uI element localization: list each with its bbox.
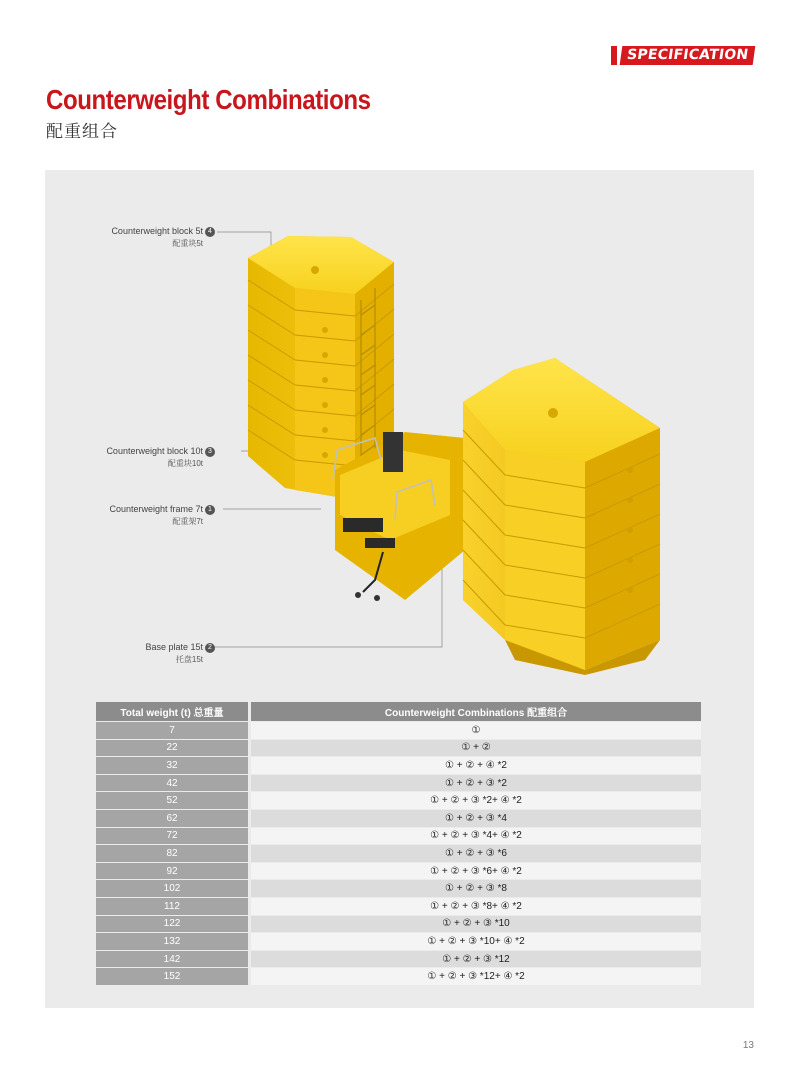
weight-cell: 22 — [96, 739, 248, 757]
table-row — [96, 791, 701, 809]
table-row — [96, 897, 701, 915]
weight-cell: 7 — [96, 721, 248, 739]
weight-cell: 102 — [96, 879, 248, 897]
tag-bar — [611, 46, 617, 65]
table-row — [96, 774, 701, 792]
number-badge: 1 — [205, 505, 215, 515]
combination-cell: ① + ② + ③ *10 — [251, 915, 701, 933]
header-combination: Counterweight Combinations 配重组合 — [251, 702, 701, 721]
combination-cell: ① + ② + ③ *6 — [251, 844, 701, 862]
callout-base-plate-15t — [85, 642, 215, 665]
section-tag-label: SPECIFICATION — [619, 46, 755, 65]
number-badge: 4 — [205, 227, 215, 237]
callout-label: Counterweight block 5t — [111, 226, 203, 236]
header-total-weight: Total weight (t) 总重量 — [96, 702, 248, 721]
weight-cell: 122 — [96, 915, 248, 933]
callout-block-10t — [85, 446, 215, 469]
table-row — [96, 827, 701, 845]
callout-label-cn: 配重块10t — [167, 459, 203, 468]
weight-cell: 62 — [96, 809, 248, 827]
combination-cell: ① + ② + ③ *6+ ④ *2 — [251, 862, 701, 880]
weight-cell: 112 — [96, 897, 248, 915]
page-number: 13 — [742, 1040, 754, 1051]
combination-cell: ① + ② + ③ *12 — [251, 950, 701, 968]
combination-cell: ① + ② + ③ *2 — [251, 774, 701, 792]
combination-cell: ① + ② + ③ *12+ ④ *2 — [251, 967, 701, 985]
table-row — [96, 915, 701, 933]
figure-panel — [45, 170, 754, 1008]
callout-label-cn: 托盘15t — [175, 655, 203, 664]
callout-label: Counterweight block 10t — [106, 446, 203, 456]
callout-block-5t — [85, 226, 215, 249]
right-tower — [463, 358, 660, 675]
number-badge: 3 — [205, 447, 215, 457]
callout-label: Base plate 15t — [145, 642, 203, 652]
table-row — [96, 950, 701, 968]
callout-label-cn: 配重架7t — [172, 517, 203, 526]
table-row — [96, 809, 701, 827]
combinations-table — [96, 702, 701, 985]
section-tag — [611, 46, 754, 65]
callout-label-cn: 配重块5t — [172, 239, 203, 248]
weight-cell: 82 — [96, 844, 248, 862]
combination-cell: ① + ② + ③ *4 — [251, 809, 701, 827]
table-row — [96, 967, 701, 985]
weight-cell: 142 — [96, 950, 248, 968]
number-badge: 2 — [205, 643, 215, 653]
weight-cell: 132 — [96, 932, 248, 950]
table-header-row — [96, 702, 701, 721]
table-row — [96, 756, 701, 774]
weight-cell: 152 — [96, 967, 248, 985]
table-row — [96, 932, 701, 950]
weight-cell: 92 — [96, 862, 248, 880]
table-row — [96, 879, 701, 897]
combination-cell: ① + ② + ③ *8+ ④ *2 — [251, 897, 701, 915]
combination-cell: ① + ② + ③ *10+ ④ *2 — [251, 932, 701, 950]
callout-frame-7t — [85, 504, 215, 527]
page-title: Counterweight Combinations — [46, 84, 371, 115]
weight-cell: 32 — [96, 756, 248, 774]
combination-cell: ① + ② + ④ *2 — [251, 756, 701, 774]
combination-cell: ① + ② + ③ *4+ ④ *2 — [251, 827, 701, 845]
combination-cell: ① + ② + ③ *2+ ④ *2 — [251, 791, 701, 809]
weight-cell: 72 — [96, 827, 248, 845]
table-row — [96, 862, 701, 880]
combination-cell: ① — [251, 721, 701, 739]
callout-label: Counterweight frame 7t — [109, 504, 203, 514]
page-subtitle: 配重组合 — [46, 122, 118, 141]
table-row — [96, 844, 701, 862]
table-row — [96, 739, 701, 757]
table-row — [96, 721, 701, 739]
weight-cell: 42 — [96, 774, 248, 792]
weight-cell: 52 — [96, 791, 248, 809]
combination-cell: ① + ② + ③ *8 — [251, 879, 701, 897]
combination-cell: ① + ② — [251, 739, 701, 757]
